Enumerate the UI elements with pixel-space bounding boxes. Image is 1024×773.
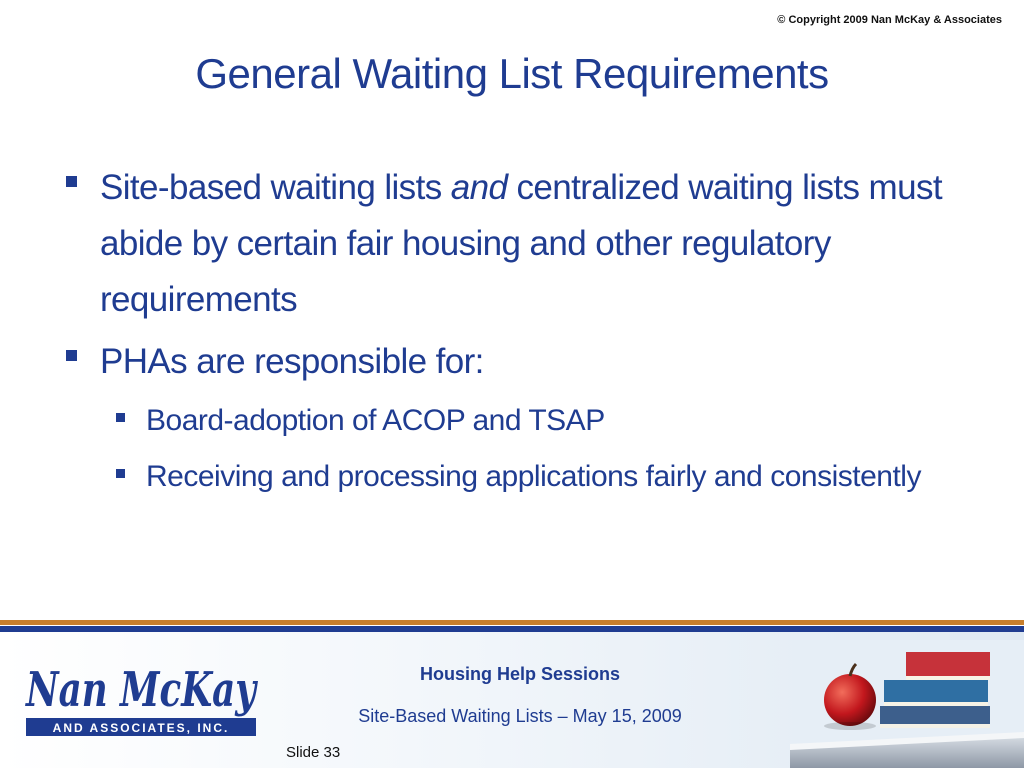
sub-bullet-item	[62, 452, 962, 502]
copyright-notice: © Copyright 2009 Nan McKay & Associates	[777, 14, 1002, 26]
footer-title: Housing Help Sessions	[419, 664, 621, 684]
bullet-item	[62, 160, 962, 328]
slide-content	[62, 160, 962, 502]
bullet-text-after: centralized waiting lists must abide by certain fair housing and other regulatory requirements	[100, 168, 942, 319]
bullet-text-before: Site-based waiting lists	[100, 168, 451, 207]
slide-number: Slide 33	[286, 744, 341, 761]
square-bullet-icon	[66, 176, 77, 187]
bullet-text-emphasis: and	[450, 168, 508, 207]
logo-tagline: AND ASSOCIATES, INC.	[52, 721, 230, 735]
nan-mckay-logo	[22, 654, 262, 744]
sub-bullet-text: Board-adoption of ACOP and TSAP	[146, 404, 605, 437]
sub-bullet-text: Receiving and processing applications fairly and consistently	[146, 460, 921, 493]
bullet-item	[62, 334, 962, 390]
square-bullet-icon	[66, 350, 77, 361]
square-bullet-icon	[116, 413, 125, 422]
square-bullet-icon	[116, 469, 125, 478]
footer-divider-orange	[0, 620, 1024, 625]
slide-title: General Waiting List Requirements	[195, 50, 829, 97]
footer-subtitle: Site-Based Waiting Lists – May 15, 2009	[358, 706, 682, 726]
books-and-apple-image	[800, 640, 1024, 768]
bullet-text: PHAs are responsible for:	[100, 342, 484, 381]
sub-bullet-item	[62, 396, 962, 446]
logo-wordmark: Nan McKay	[24, 662, 259, 718]
